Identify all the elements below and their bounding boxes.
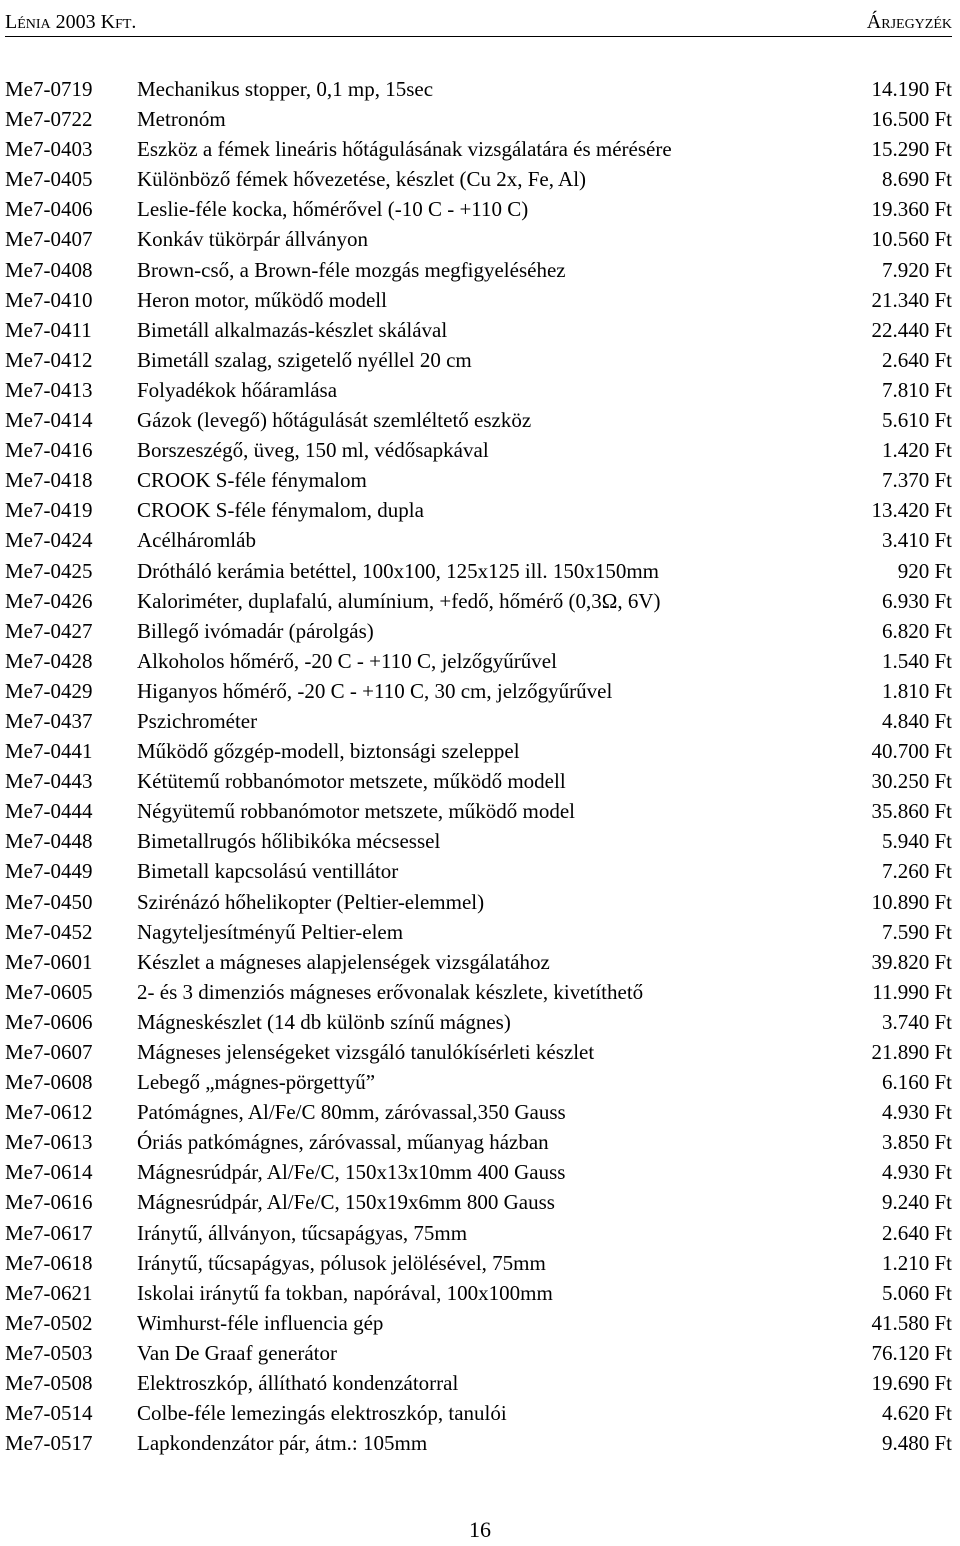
product-code: Me7-0429	[5, 678, 93, 703]
price-row	[5, 134, 952, 164]
product-description: Van De Graaf generátor	[137, 1340, 337, 1365]
product-price: 6.820 Ft	[881, 618, 952, 643]
product-code: Me7-0444	[5, 799, 93, 824]
product-description: Iránytű, állványon, tűcsapágyas, 75mm	[137, 1220, 468, 1245]
price-row	[5, 1067, 952, 1097]
product-description: Pszichrométer	[137, 708, 258, 733]
product-description: Működő gőzgép-modell, biztonsági szeleppel	[137, 739, 520, 764]
product-price: 4.930 Ft	[881, 1160, 952, 1185]
product-code: Me7-0410	[5, 287, 93, 312]
product-description: Gázok (levegő) hőtágulását szemléltető eszköz	[137, 408, 532, 433]
product-code: Me7-0450	[5, 889, 93, 914]
product-price: 7.590 Ft	[881, 919, 952, 944]
product-code: Me7-0411	[5, 317, 92, 342]
price-row	[5, 495, 952, 525]
page-header	[5, 6, 952, 37]
product-price: 1.420 Ft	[881, 438, 952, 463]
product-description: Lebegő „mágnes-pörgettyű”	[137, 1070, 376, 1095]
product-description: 2- és 3 dimenziós mágneses erővonalak készlete, kivetíthető	[137, 979, 644, 1004]
product-description: Különböző fémek hővezetése, készlet (Cu 2x, Fe, Al)	[137, 167, 587, 192]
product-description: Mágneskészlet (14 db különb színű mágnes)	[137, 1009, 511, 1034]
product-code: Me7-0428	[5, 648, 93, 673]
company-name: Lénia 2003 Kft.	[5, 11, 137, 33]
product-code: Me7-0418	[5, 468, 93, 493]
product-description: Mágneses jelenségeket vizsgáló tanulókísérleti készlet	[137, 1040, 595, 1064]
product-description: Drótháló kerámia betéttel, 100x100, 125x125 ill. 150x150mm	[137, 558, 659, 583]
product-description: Elektroszkóp, állítható kondenzátorral	[137, 1371, 459, 1396]
page-number: 16	[469, 1517, 491, 1542]
price-row	[5, 465, 952, 495]
product-description: Eszköz a fémek lineáris hőtágulásának vizsgálatára és mérésére	[137, 137, 672, 162]
product-code: Me7-0503	[5, 1340, 93, 1365]
product-price: 19.360 Ft	[871, 197, 952, 222]
price-row	[5, 435, 952, 465]
product-description: Wimhurst-féle influencia gép	[137, 1310, 384, 1335]
product-code: Me7-0437	[5, 708, 93, 733]
price-row	[5, 1248, 952, 1278]
price-row	[5, 194, 952, 224]
product-code: Me7-0405	[5, 167, 93, 192]
price-row	[5, 1368, 952, 1398]
product-code: Me7-0414	[5, 408, 93, 433]
product-code: Me7-0719	[5, 77, 93, 101]
product-price: 21.890 Ft	[871, 1040, 952, 1064]
product-description: Higanyos hőmérő, -20 C - +110 C, 30 cm, jelzőgyűrűvel	[137, 678, 613, 703]
product-code: Me7-0517	[5, 1431, 93, 1456]
product-price: 7.810 Ft	[881, 377, 952, 402]
product-code: Me7-0407	[5, 227, 93, 252]
product-price: 5.610 Ft	[881, 408, 952, 433]
price-row	[5, 887, 952, 917]
product-description: Kaloriméter, duplafalú, alumínium, +fedő, hőmérő (0,3Ω, 6V)	[137, 588, 661, 613]
product-price: 4.840 Ft	[881, 708, 952, 733]
price-row	[5, 736, 952, 766]
price-row	[5, 164, 952, 194]
product-price: 1.810 Ft	[881, 678, 952, 703]
price-row	[5, 224, 952, 254]
price-row	[5, 104, 952, 134]
product-code: Me7-0613	[5, 1130, 93, 1155]
product-description: Bimetall kapcsolású ventillátor	[137, 859, 399, 884]
product-price: 10.560 Ft	[871, 227, 952, 252]
price-row	[5, 676, 952, 706]
section-title: Árjegyzék	[866, 11, 952, 33]
product-price: 5.940 Ft	[881, 829, 952, 854]
price-row	[5, 405, 952, 435]
product-description: Bimetáll szalag, szigetelő nyéllel 20 cm	[137, 347, 472, 372]
product-price: 8.690 Ft	[881, 167, 952, 192]
product-price: 9.480 Ft	[881, 1431, 952, 1456]
price-row	[5, 525, 952, 555]
product-code: Me7-0612	[5, 1100, 93, 1125]
product-description: Készlet a mágneses alapjelenségek vizsgálatához	[137, 949, 550, 974]
product-price: 39.820 Ft	[871, 949, 952, 974]
price-row	[5, 1338, 952, 1368]
product-price: 6.930 Ft	[881, 588, 952, 613]
price-row	[5, 315, 952, 345]
product-price: 76.120 Ft	[871, 1340, 952, 1365]
product-description: Bimetallrugós hőlibikóka mécsessel	[137, 829, 441, 854]
product-code: Me7-0425	[5, 558, 93, 583]
product-price: 3.850 Ft	[881, 1130, 952, 1155]
product-price: 21.340 Ft	[871, 287, 952, 312]
product-code: Me7-0618	[5, 1250, 93, 1275]
price-row	[5, 616, 952, 646]
product-description: Kétütemű robbanómotor metszete, működő modell	[137, 769, 566, 794]
product-code: Me7-0605	[5, 979, 93, 1004]
product-price: 2.640 Ft	[881, 347, 952, 372]
product-price: 3.740 Ft	[881, 1009, 952, 1034]
price-row	[5, 1428, 952, 1458]
product-code: Me7-0413	[5, 377, 93, 402]
product-code: Me7-0607	[5, 1040, 93, 1064]
price-row	[5, 856, 952, 886]
product-code: Me7-0427	[5, 618, 93, 643]
price-row	[5, 556, 952, 586]
product-price: 1.210 Ft	[881, 1250, 952, 1275]
product-description: Szirénázó hőhelikopter (Peltier-elemmel)	[137, 889, 485, 914]
product-description: Konkáv tükörpár állványon	[137, 227, 368, 252]
product-code: Me7-0424	[5, 528, 93, 553]
product-description: Billegő ivómadár (párolgás)	[137, 618, 374, 643]
product-price: 13.420 Ft	[871, 498, 952, 523]
product-price: 11.990 Ft	[872, 979, 952, 1004]
price-row	[5, 826, 952, 856]
product-description: Colbe-féle lemezingás elektroszkóp, tanulói	[137, 1401, 507, 1426]
price-row	[5, 706, 952, 736]
price-row	[5, 285, 952, 315]
product-description: Lapkondenzátor pár, átm.: 105mm	[137, 1431, 428, 1456]
product-code: Me7-0502	[5, 1310, 93, 1335]
price-row	[5, 375, 952, 405]
price-row	[5, 1097, 952, 1127]
price-row	[5, 947, 952, 977]
product-description: Iránytű, tűcsapágyas, pólusok jelölésével, 75mm	[137, 1250, 546, 1275]
price-row	[5, 1308, 952, 1338]
product-price: 30.250 Ft	[871, 769, 952, 794]
product-price: 40.700 Ft	[871, 739, 952, 764]
product-price: 920 Ft	[897, 558, 952, 583]
price-row	[5, 1278, 952, 1308]
price-row	[5, 255, 952, 285]
price-row	[5, 1127, 952, 1157]
product-price: 6.160 Ft	[881, 1070, 952, 1095]
product-description: Brown-cső, a Brown-féle mozgás megfigyeléséhez	[137, 257, 566, 282]
product-price: 3.410 Ft	[881, 528, 952, 553]
price-row	[5, 796, 952, 826]
price-row	[5, 646, 952, 676]
price-row	[5, 977, 952, 1007]
product-code: Me7-0601	[5, 949, 93, 974]
price-row	[5, 1007, 952, 1037]
product-price: 2.640 Ft	[881, 1220, 952, 1245]
product-price: 19.690 Ft	[871, 1371, 952, 1396]
price-row	[5, 74, 952, 104]
product-description: CROOK S-féle fénymalom, dupla	[137, 498, 424, 523]
product-price: 5.060 Ft	[881, 1280, 952, 1305]
product-code: Me7-0403	[5, 137, 93, 162]
product-price: 16.500 Ft	[871, 107, 952, 132]
product-code: Me7-0449	[5, 859, 93, 884]
product-code: Me7-0514	[5, 1401, 93, 1426]
product-price: 1.540 Ft	[881, 648, 952, 673]
product-code: Me7-0412	[5, 347, 93, 372]
product-code: Me7-0416	[5, 438, 93, 463]
product-description: CROOK S-féle fénymalom	[137, 468, 367, 493]
product-description: Borszeszégő, üveg, 150 ml, védősapkával	[137, 438, 489, 463]
product-price: 9.240 Ft	[881, 1190, 952, 1215]
product-code: Me7-0452	[5, 919, 93, 944]
product-description: Mechanikus stopper, 0,1 mp, 15sec	[137, 77, 434, 101]
product-code: Me7-0722	[5, 107, 93, 132]
product-description: Acélháromláb	[137, 528, 256, 553]
product-price: 14.190 Ft	[871, 77, 952, 101]
price-row	[5, 1037, 952, 1067]
price-row	[5, 766, 952, 796]
product-price: 7.920 Ft	[881, 257, 952, 282]
product-price: 7.370 Ft	[881, 468, 952, 493]
price-row	[5, 1398, 952, 1428]
price-row	[5, 1187, 952, 1217]
product-code: Me7-0508	[5, 1371, 93, 1396]
product-price: 15.290 Ft	[871, 137, 952, 162]
product-code: Me7-0408	[5, 257, 93, 282]
product-price: 4.620 Ft	[881, 1401, 952, 1426]
price-row	[5, 1157, 952, 1187]
product-code: Me7-0441	[5, 739, 93, 764]
price-row	[5, 1218, 952, 1248]
product-description: Négyütemű robbanómotor metszete, működő model	[137, 799, 575, 824]
product-description: Mágnesrúdpár, Al/Fe/C, 150x19x6mm 800 Gauss	[137, 1190, 555, 1215]
product-code: Me7-0617	[5, 1220, 93, 1245]
product-code: Me7-0448	[5, 829, 93, 854]
product-description: Heron motor, működő modell	[137, 287, 387, 312]
product-description: Leslie-féle kocka, hőmérővel (-10 C - +110 C)	[137, 197, 529, 222]
product-code: Me7-0614	[5, 1160, 93, 1185]
product-price: 10.890 Ft	[871, 889, 952, 914]
product-code: Me7-0426	[5, 588, 93, 613]
product-price: 41.580 Ft	[871, 1310, 952, 1335]
product-description: Bimetáll alkalmazás-készlet skálával	[137, 317, 448, 342]
product-description: Nagyteljesítményű Peltier-elem	[137, 919, 404, 944]
product-code: Me7-0608	[5, 1070, 93, 1095]
product-code: Me7-0419	[5, 498, 93, 523]
price-row	[5, 917, 952, 947]
product-description: Folyadékok hőáramlása	[137, 377, 338, 402]
product-description: Óriás patkómágnes, záróvassal, műanyag házban	[137, 1130, 549, 1155]
product-code: Me7-0606	[5, 1009, 93, 1034]
product-description: Alkoholos hőmérő, -20 C - +110 C, jelzőgyűrűvel	[137, 648, 557, 673]
product-price: 35.860 Ft	[871, 799, 952, 824]
product-price: 4.930 Ft	[881, 1100, 952, 1125]
product-code: Me7-0443	[5, 769, 93, 794]
product-code: Me7-0616	[5, 1190, 93, 1215]
product-price: 7.260 Ft	[881, 859, 952, 884]
product-description: Mágnesrúdpár, Al/Fe/C, 150x13x10mm 400 Gauss	[137, 1160, 566, 1185]
product-description: Patómágnes, Al/Fe/C 80mm, záróvassal,350 Gauss	[137, 1100, 566, 1125]
product-description: Metronóm	[137, 107, 226, 132]
product-price: 22.440 Ft	[871, 317, 952, 342]
price-row	[5, 586, 952, 616]
product-code: Me7-0406	[5, 197, 93, 222]
price-row	[5, 345, 952, 375]
product-description: Iskolai iránytű fa tokban, napórával, 100x100mm	[137, 1280, 553, 1305]
price-list	[5, 74, 952, 1458]
product-code: Me7-0621	[5, 1280, 93, 1305]
